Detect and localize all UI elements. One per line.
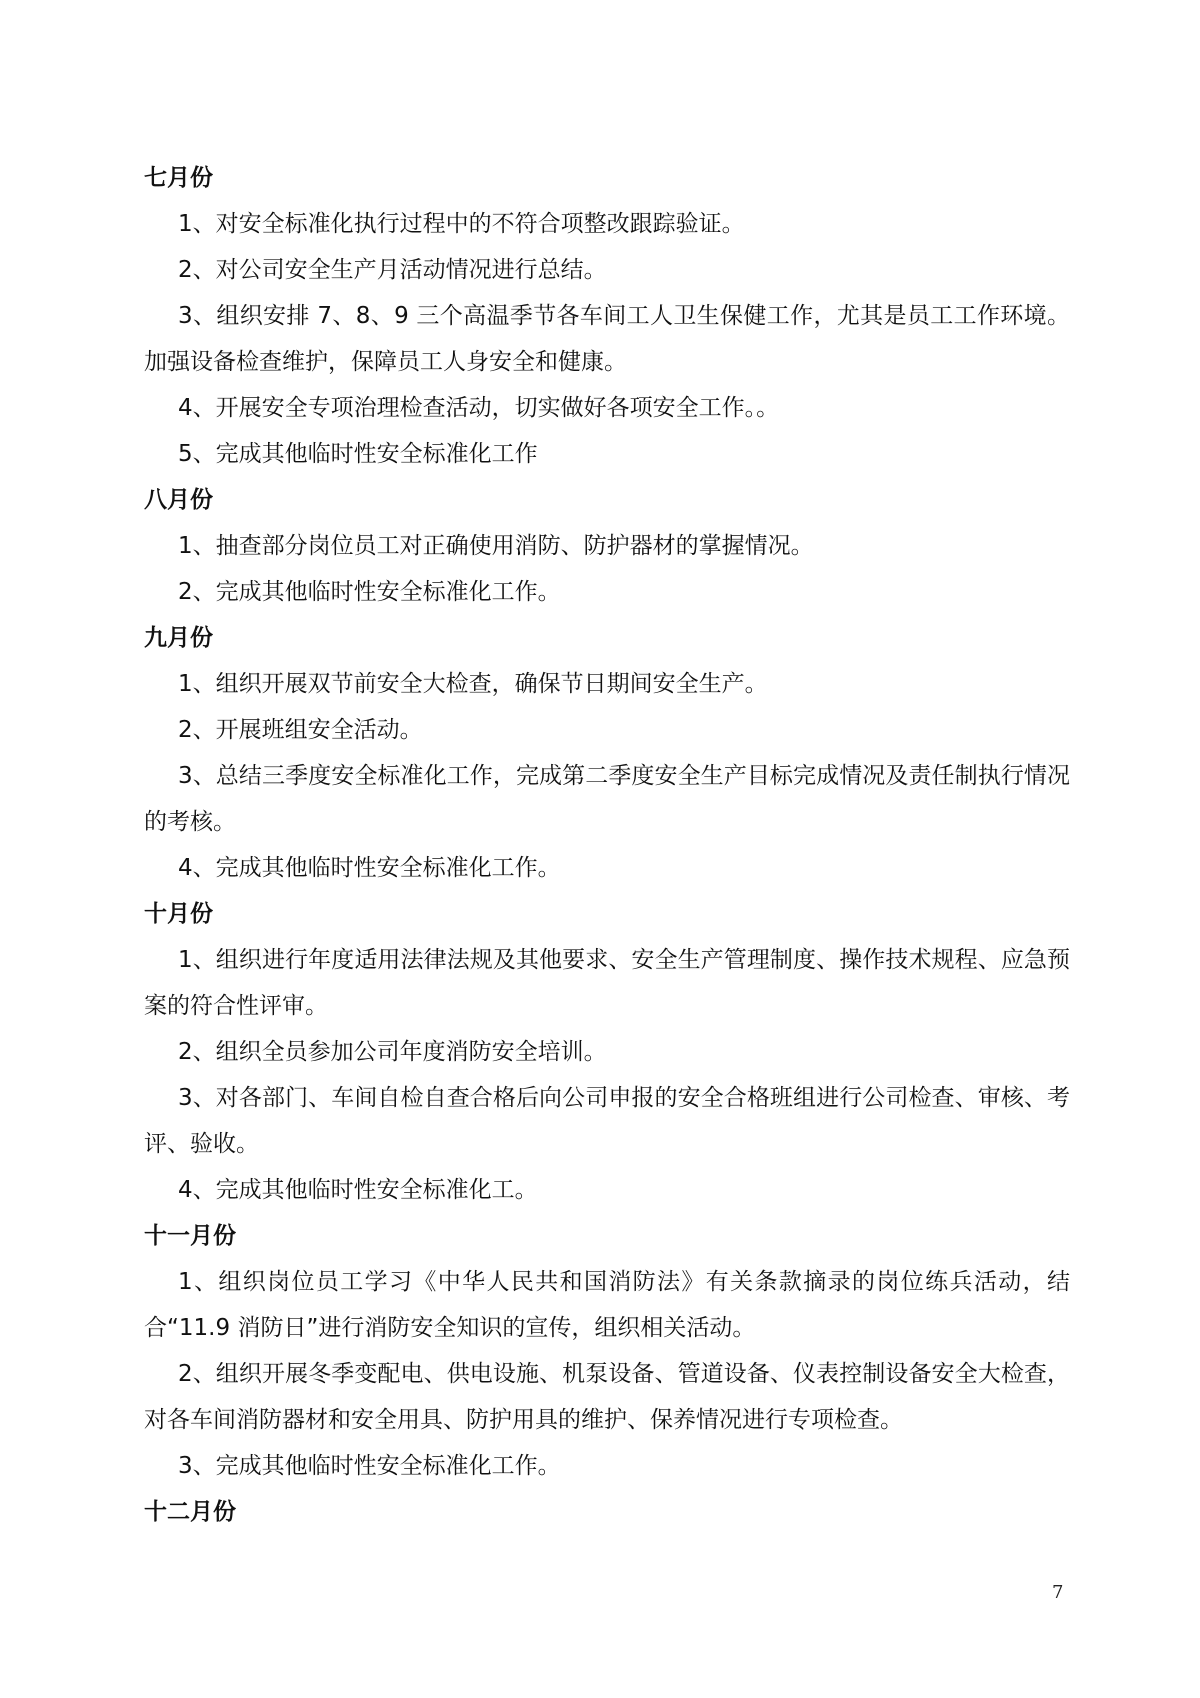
page-number: 7	[1052, 1582, 1064, 1603]
document-body	[144, 155, 1070, 1535]
list-item: 3、完成其他临时性安全标准化工作。	[178, 1453, 561, 1479]
list-item: 1、组织岗位员工学习《中华人民共和国消防法》有关条款摘录的岗位练兵活动，结合“11.9 消防日”进行消防安全知识的宣传，组织相关活动。	[144, 1269, 1070, 1341]
list-item: 2、开展班组安全活动。	[178, 717, 423, 743]
list-item: 2、组织全员参加公司年度消防安全培训。	[178, 1039, 607, 1065]
list-item: 4、开展安全专项治理检查活动，切实做好各项安全工作。。	[178, 395, 780, 421]
section-heading-october: 十月份	[144, 901, 213, 927]
section-heading-july: 七月份	[144, 165, 213, 191]
list-item: 2、组织开展冬季变配电、供电设施、机泵设备、管道设备、仪表控制设备安全大检查，对各车间消防器材和安全用具、防护用具的维护、保养情况进行专项检查。	[144, 1361, 1070, 1433]
list-item: 1、组织开展双节前安全大检查，确保节日期间安全生产。	[178, 671, 768, 697]
list-item: 1、组织进行年度适用法律法规及其他要求、安全生产管理制度、操作技术规程、应急预案的符合性评审。	[144, 947, 1070, 1019]
list-item: 2、完成其他临时性安全标准化工作。	[178, 579, 561, 605]
list-item: 3、组织安排 7、8、9 三个高温季节各车间工人卫生保健工作，尤其是员工工作环境。加强设备检查维护，保障员工人身安全和健康。	[144, 303, 1070, 375]
section-heading-december: 十二月份	[144, 1499, 236, 1525]
list-item: 1、抽查部分岗位员工对正确使用消防、防护器材的掌握情况。	[178, 533, 814, 559]
list-item: 4、完成其他临时性安全标准化工作。	[178, 855, 561, 881]
section-heading-november: 十一月份	[144, 1223, 236, 1249]
list-item: 3、对各部门、车间自检自查合格后向公司申报的安全合格班组进行公司检查、审核、考评、验收。	[144, 1085, 1070, 1157]
list-item: 4、完成其他临时性安全标准化工。	[178, 1177, 538, 1203]
section-heading-august: 八月份	[144, 487, 213, 513]
list-item: 3、总结三季度安全标准化工作，完成第二季度安全生产目标完成情况及责任制执行情况的考核。	[144, 763, 1070, 835]
list-item: 5、完成其他临时性安全标准化工作	[178, 441, 538, 467]
section-heading-september: 九月份	[144, 625, 213, 651]
list-item: 2、对公司安全生产月活动情况进行总结。	[178, 257, 607, 283]
list-item: 1、对安全标准化执行过程中的不符合项整改跟踪验证。	[178, 211, 745, 237]
